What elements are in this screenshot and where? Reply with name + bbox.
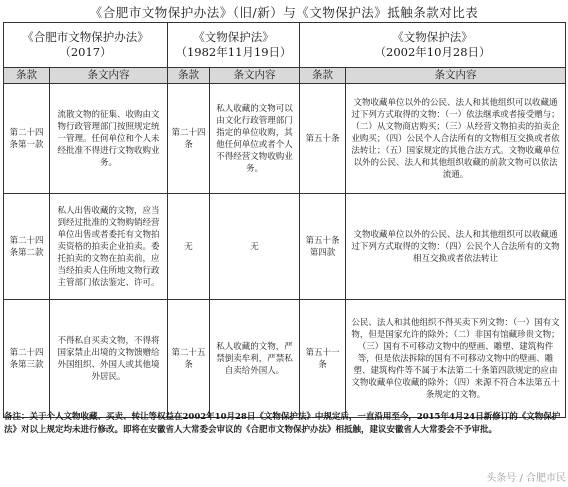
column-header-row [4,68,566,84]
source-law1982-name: 《文物保护法》 [193,30,274,44]
law2002-text: 文物收藏单位以外的公民、法人和其他组织可以收藏通过下列方式取得的文物：（一）依法继承或者接受赠与；（二）从文物商店购买；（三）从经营文物拍卖的拍卖企业购买；（四）公民个人合法所有的文物相互交换或者依法转让；（五）国家规定的其他合法方式。文物收藏单位以外的公民、法人和其他组织收藏的前款文物可以依法流通。 [346,84,566,194]
table-row [4,194,566,300]
header-content: 条文内容 [50,68,168,84]
source-law2002-date: （2002年10月28日） [374,45,491,59]
law1982-article: 第二十五条 [168,300,210,418]
hefei-article: 第二十四条第一款 [4,84,50,194]
page-title: 《合肥市文物保护办法》（旧/新）与《文物保护法》抵触条款对比表 [89,5,479,20]
law1982-text: 无 [210,194,300,300]
law2002-article: 第五十条 [300,84,346,194]
source-hefei-date: （2017） [59,45,112,59]
source-law1982-date: （1982年11月19日） [175,45,292,59]
table-row [4,84,566,194]
law1982-text: 私人收藏的文物可以由文化行政管理部门指定的单位收购，其他任何单位或者个人不得经营文物收购业务。 [210,84,300,194]
law2002-article: 第五十一条 [300,300,346,418]
hefei-text: 流散文物的征集、收购由文物行政管理部门按照规定统一管理。任何单位和个人未经批准不得进行文物收购业务。 [50,84,168,194]
footnote: 备注：关于个人文物收藏、买卖、转让等权益在2002年10月28日《文物保护法》中规定后，一直沿用至今，2015年4月24日新修订的《文物保护法》对以上规定均未进行修改。即将在安徽省人大常委会审议的《合肥市文物保护办法》相抵触，建议安徽省人大常委会不予审批。 [4,412,561,435]
hefei-article: 第二十四条第三款 [4,300,50,418]
header-article: 条款 [4,68,50,84]
hefei-text: 私人出售收藏的文物，应当到经过批准的文物购销经营单位出售或者委托有文物拍卖资格的拍卖企业拍卖。委托拍卖的文物在拍卖前，应当经拍卖人住所地文物行政主管部门依法鉴定、许可。 [50,194,168,300]
header-content: 条文内容 [210,68,300,84]
table-row [4,300,566,418]
law1982-article: 无 [168,194,210,300]
comparison-table [3,22,566,418]
source-law2002-name: 《文物保护法》 [392,30,473,44]
header-content: 条文内容 [346,68,566,84]
hefei-article: 第二十四条第二款 [4,194,50,300]
source-law1982 [168,23,300,68]
law2002-text: 文物收藏单位以外的公民、法人和其他组织可以收藏通过下列方式取得的文物：（四）公民个人合法所有的文物相互交换或者依法转让 [346,194,566,300]
header-article: 条款 [300,68,346,84]
source-hefei-name: 《合肥市文物保护办法》 [22,30,149,44]
source-header-row [4,23,566,68]
source-hefei [4,23,168,68]
law1982-text: 私人收藏的文物，严禁倒卖牟利，严禁私自卖给外国人。 [210,300,300,418]
watermark: 头条号 / 合肥市民 [486,473,566,484]
law1982-article: 第二十四条 [168,84,210,194]
header-article: 条款 [168,68,210,84]
source-law2002 [300,23,566,68]
hefei-text: 不得私自买卖文物，不得将国家禁止出境的文物馈赠给外国组织、外国人或其他境外居民。 [50,300,168,418]
law2002-article: 第五十条第四款 [300,194,346,300]
law2002-text: 公民、法人和其他组织不得买卖下列文物：（一）国有文物，但是国家允许的除外；（二）非国有馆藏珍贵文物；（三）国有不可移动文物中的壁画、雕塑、建筑构件等，但是依法拆除的国有不可移动文物中的壁画、雕塑、建筑构件等不属于本法第二十条第四款规定的应由文物收藏单位收藏的除外；（四）来源不符合本法第五十条规定的文物。 [346,300,566,418]
